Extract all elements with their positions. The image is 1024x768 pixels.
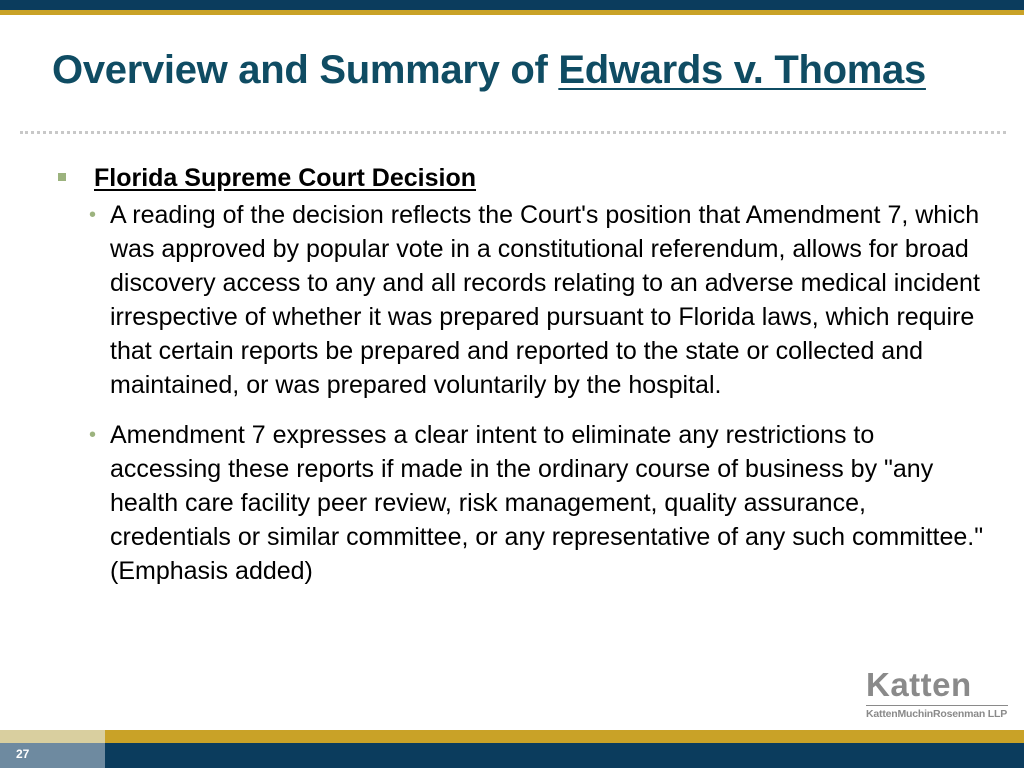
page-number: 27 xyxy=(16,747,30,761)
case-name-link[interactable]: Edwards v. Thomas xyxy=(558,48,926,92)
bullet-list xyxy=(58,198,988,588)
top-navy-bar xyxy=(0,0,1024,10)
katten-logo xyxy=(866,668,1008,720)
list-item xyxy=(58,418,988,588)
list-item xyxy=(58,198,988,402)
square-bullet-icon xyxy=(58,173,66,181)
logo-rule xyxy=(866,705,1008,706)
slide-title xyxy=(52,48,926,93)
bottom-navy-band xyxy=(0,743,1024,768)
bullet-dot-icon: • xyxy=(89,204,97,226)
bullet-text: A reading of the decision reflects the Court's position that Amendment 7, which was approved by popular vote in a constitutional referendum, allows for broad discovery access to any and all records relating to an adverse medical incident irrespective of whether it was prepared pursuant to Florida laws, which require that certain reports be prepared and reported to the state or collected and maintained, or was prepared voluntarily by the hospital. xyxy=(110,201,980,399)
bottom-gold-band xyxy=(0,730,1024,743)
title-prefix: Overview and Summary of xyxy=(52,48,559,92)
dotted-divider xyxy=(20,131,1006,134)
logo-name: Katten xyxy=(866,666,972,703)
bullet-dot-icon: • xyxy=(89,424,97,446)
bullet-text: Amendment 7 expresses a clear intent to eliminate any restrictions to accessing these reports if made in the ordinary course of business by "any health care facility peer review, risk management, quality assurance, credentials or similar committee, or any representative of any such committee." (Emphasis added) xyxy=(110,421,984,585)
section-heading-text: Florida Supreme Court Decision xyxy=(94,164,477,192)
logo-firm-name: KattenMuchinRosenman LLP xyxy=(866,708,1008,720)
page-number-box-top xyxy=(0,730,105,743)
page-number-box xyxy=(0,730,105,768)
top-gold-bar xyxy=(0,10,1024,15)
slide-content xyxy=(58,162,988,604)
section-heading xyxy=(58,162,988,194)
